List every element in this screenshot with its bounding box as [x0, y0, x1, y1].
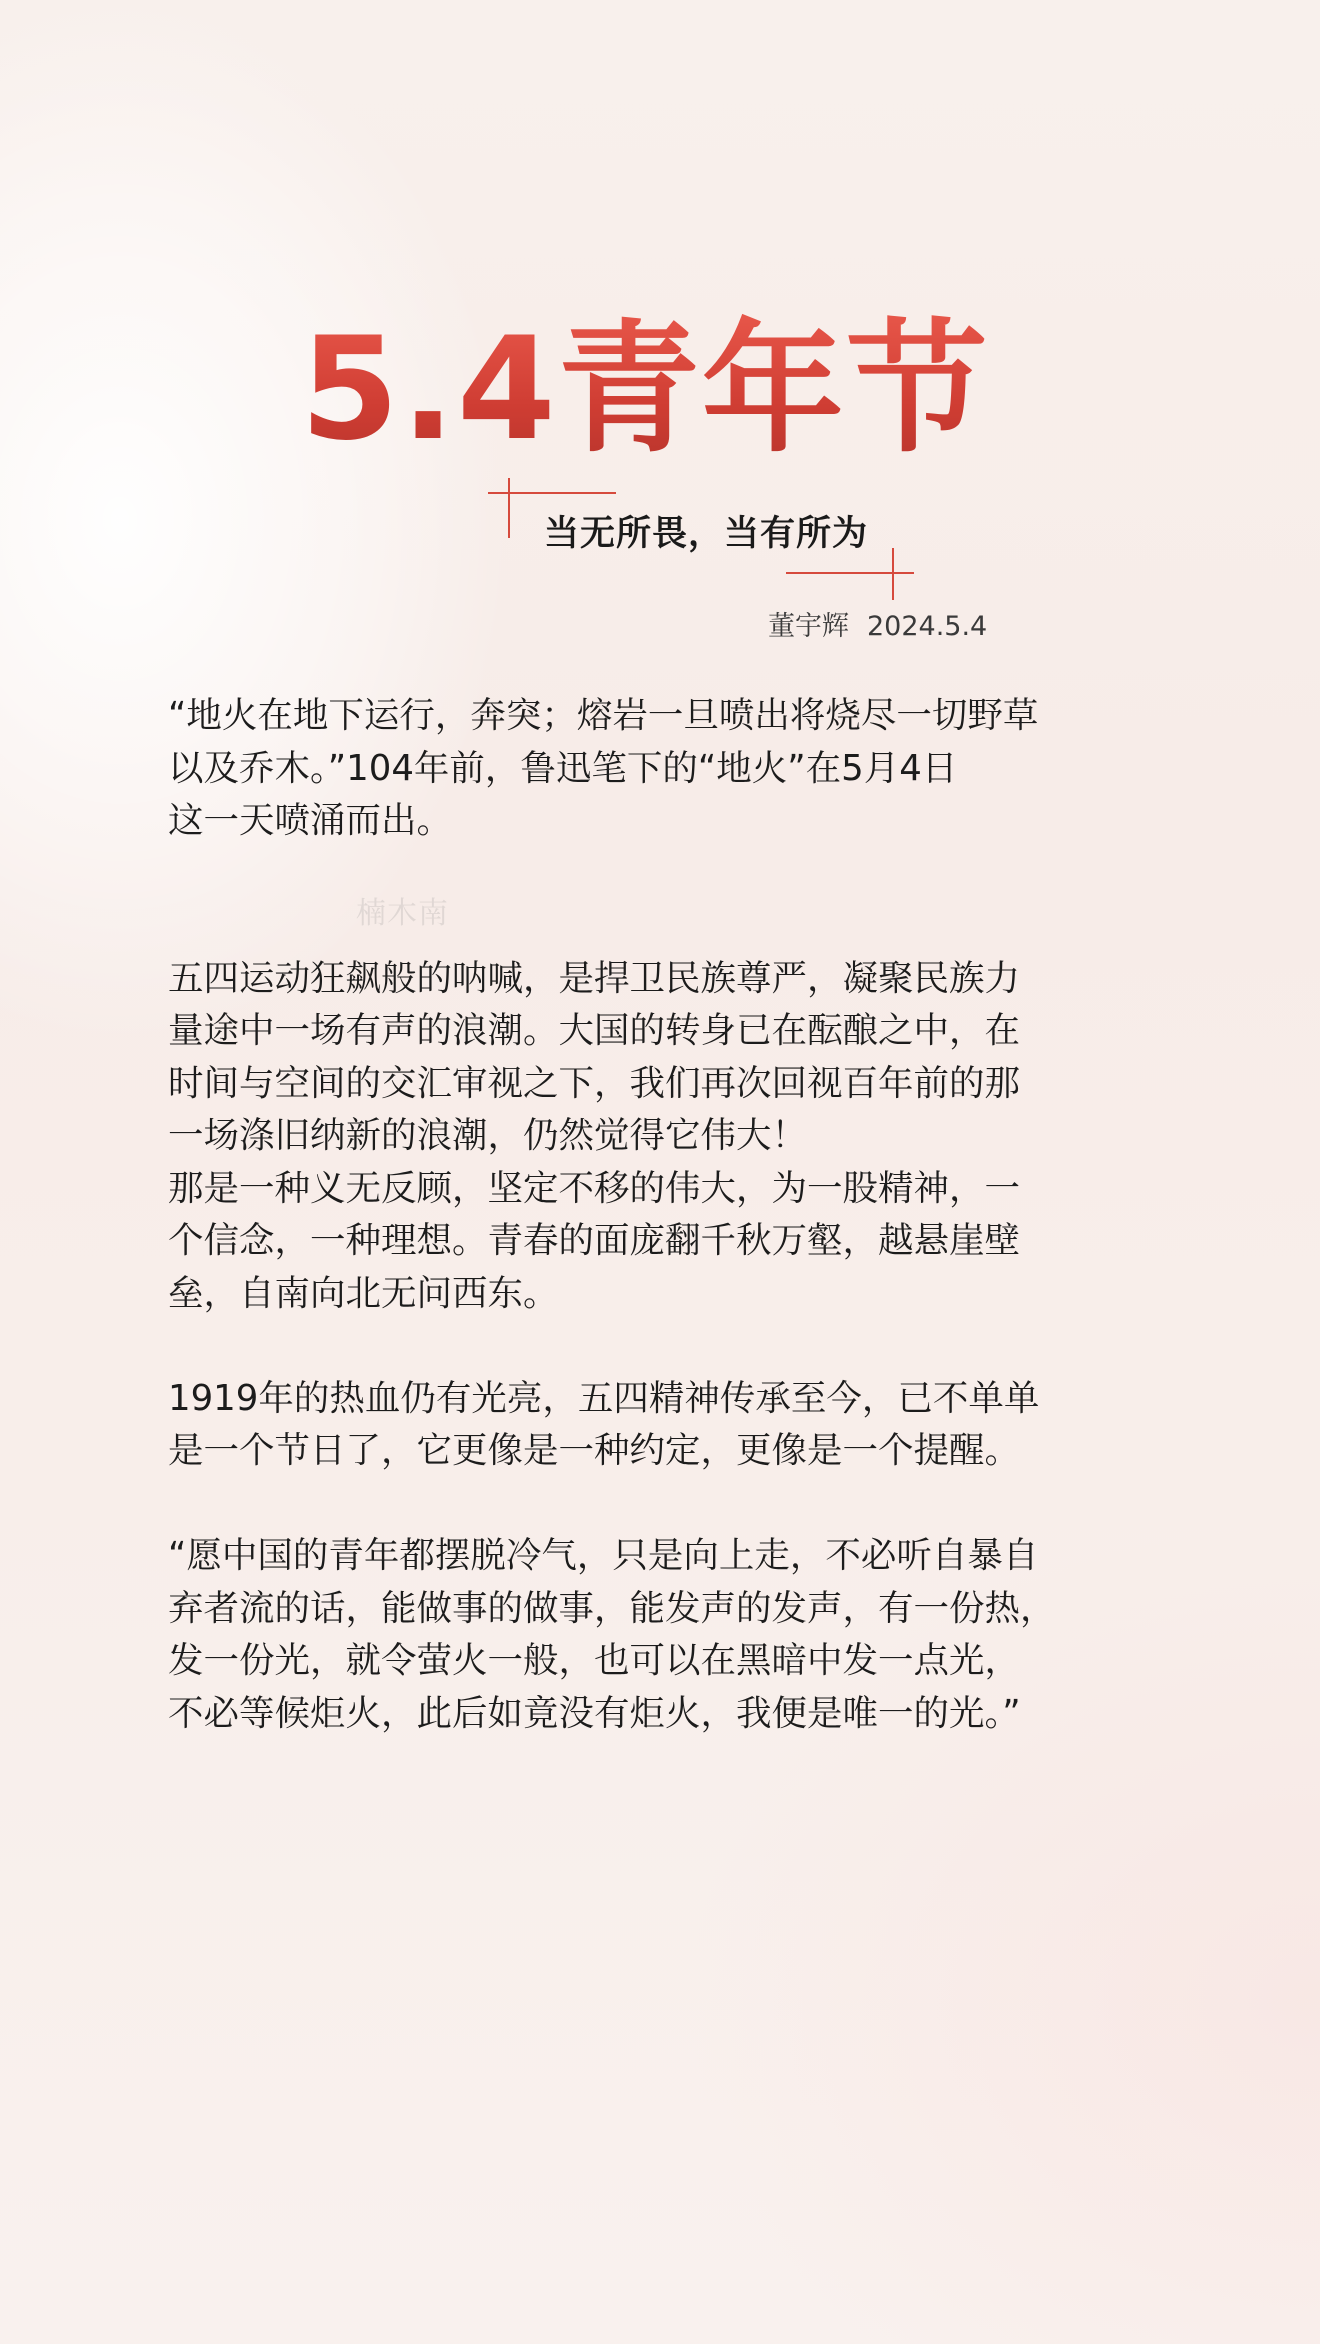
decorative-line-bottom — [786, 572, 914, 574]
text-line: 一场涤旧纳新的浪潮，仍然觉得它伟大！ — [168, 1115, 808, 1156]
text-line: 这一天喷涌而出。 — [168, 800, 453, 841]
text-line: 时间与空间的交汇审视之下，我们再次回视百年前的那 — [168, 1062, 1021, 1104]
text-line: 发一份光，就令萤火一般，也可以在黑暗中发一点光， — [168, 1640, 1021, 1681]
text-line: 垒，自南向北无问西东。 — [168, 1272, 559, 1314]
text-line: 1919年的热血仍有光亮，五四精神传承至今，已不单单 — [168, 1377, 1040, 1419]
paragraph-3 — [168, 1373, 1098, 1478]
text-line: “愿中国的青年都摆脱冷气，只是向上走，不必听自暴自 — [168, 1535, 1039, 1576]
text-line: 量途中一场有声的浪潮。大国的转身已在酝酿之中，在 — [168, 1010, 1021, 1051]
text-line: 不必等候炬火，此后如竟没有炬火，我便是唯一的光。” — [168, 1692, 1021, 1734]
watermark: 楠木南 — [356, 896, 449, 931]
text-line: 个信念，一种理想。青春的面庞翻千秋万壑，越悬崖壁 — [168, 1220, 1021, 1261]
subtitle-block — [488, 478, 918, 590]
paragraph-4 — [168, 1530, 1098, 1740]
publish-date: 2024.5.4 — [867, 611, 988, 642]
decorative-tick-bottom — [892, 548, 894, 600]
paragraph-2 — [168, 953, 1098, 1321]
text-line: 五四运动狂飙般的呐喊，是捍卫民族尊严，凝聚民族力 — [168, 957, 1021, 999]
page-title: 5.4青年节 — [0, 310, 1290, 470]
author-name: 董宇辉 — [768, 611, 849, 642]
article-body — [168, 690, 1098, 1740]
subtitle: 当无所畏，当有所为 — [544, 514, 869, 554]
text-line: 弃者流的话，能做事的做事，能发声的发声，有一份热， — [168, 1587, 1056, 1629]
decorative-tick-top — [508, 478, 510, 538]
text-line: “地火在地下运行，奔突；熔岩一旦喷出将烧尽一切野草 — [168, 695, 1039, 736]
text-line: 是一个节日了，它更像是一种约定，更像是一个提醒。 — [168, 1430, 1021, 1471]
text-line: 那是一种义无反顾，坚定不移的伟大，为一股精神，一 — [168, 1167, 1021, 1209]
byline — [768, 604, 987, 643]
paragraph-1 — [168, 690, 1098, 848]
text-line: 以及乔木。”104年前，鲁迅笔下的“地火”在5月4日 — [168, 747, 958, 789]
